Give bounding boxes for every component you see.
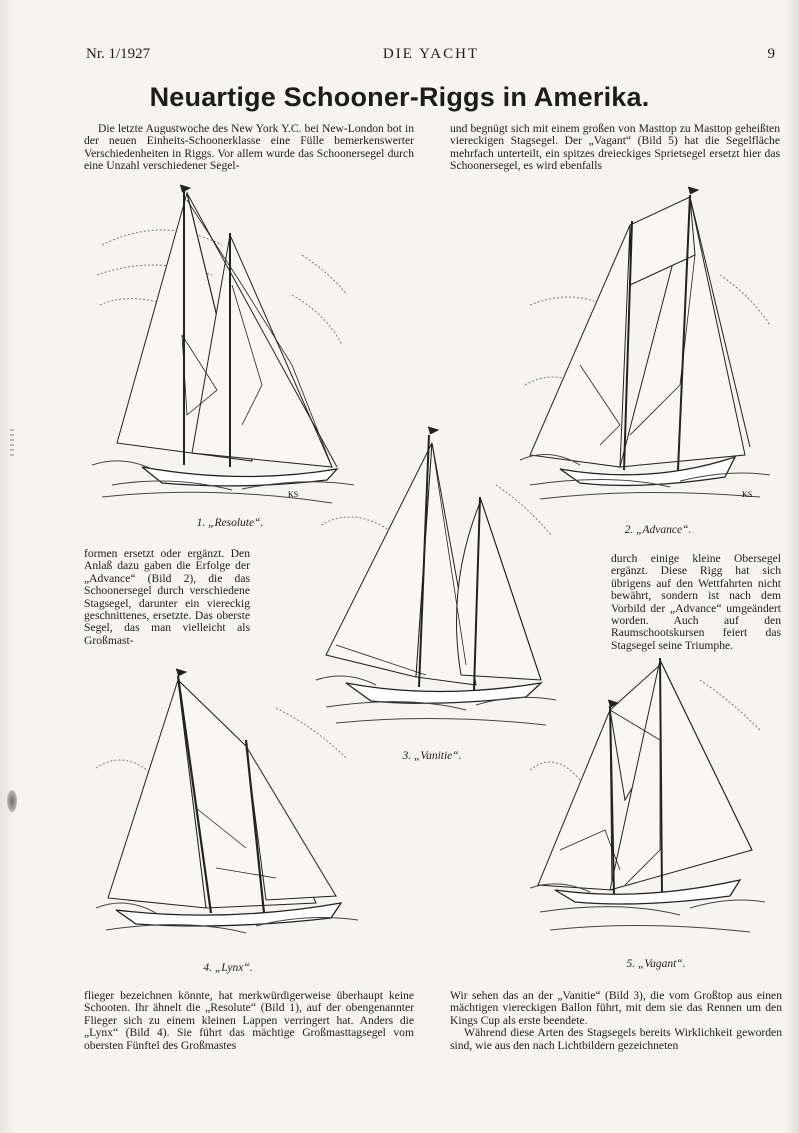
article-title: Neuartige Schooner-Riggs in Amerika. [149,82,650,112]
schooner-drawing [520,185,772,505]
paragraph: Während diese Arten des Stagsegels bereits Wirklichkeit geworden sind, wie aus den nach Lichtbildern gezeichneten [450,1026,782,1052]
schooner-drawing [530,650,765,940]
paragraph: flieger bezeichnen könnte, hat merkwürdigerweise überhaupt keine Schooten. Ihr ähnelt die „Resolute“ (Bild 1), auf der obengenannter Flieger sich zu einem kleinen Lappen verringert hat. Anders die „Lynx“ (Bild 4). Sie führt das mächtige Großmasttagsegel vom obersten Fünftel des Großmastes [84,989,414,1052]
magazine-name: DIE YACHT [382,46,480,62]
caption-fig3: 3. „Vanitie“. [402,750,462,762]
text-bottom-left [84,990,414,1052]
signature: KS [742,490,753,499]
figure-resolute [92,185,354,505]
schooner-drawing [96,668,358,943]
figure-lynx [96,668,358,943]
paragraph: durch einige kleine Obersegel ergänzt. Diese Rigg hat sich übrigens auf den Wettfahrten nicht bewährt, sondern ist nach dem Vorbild der „Advance“ umgeändert worden. Auch auf den Raumschootskursen feiert das Stagsegel seine Triumphe. [611,552,781,652]
text-bottom-right [450,990,782,1052]
page-stain [7,790,17,812]
running-header [86,46,776,66]
paragraph: formen ersetzt oder ergänzt. Den Anlaß dazu gaben die Erfolge der „Advance“ (Bild 2), die das Schoonersegel durch verschiedene Stagsegel, darunter ein viereckig geschnittenes, ersetzte. Das oberste Segel, das man vielleicht als Großmast- [84,547,250,647]
paragraph: Wir sehen das an der „Vanitie“ (Bild 3), die vom Großtop aus einen mächtigen viereckigen Ballon führt, mit dem sie das Rennen um den Kings Cup als erste beendete. [450,989,782,1027]
page-number: 9 [767,46,776,62]
text-mid-left [84,548,250,647]
text-top-right [450,123,780,173]
paragraph: Die letzte Augustwoche des New York Y.C. bei New-London bot in der neuen Einheits-Schoonerklasse eine Fülle bemerkenswerter Verschiedenheiten in Riggs. Vor allem wurde das Schoonersegel durch eine Unzahl verschiedener Segel- [84,122,414,173]
caption-fig1: 1. „Resolute“. [196,517,264,529]
caption-fig4: 4. „Lynx“. [203,962,253,974]
signature: KS [288,490,299,499]
text-top-left [84,123,414,173]
figure-advance [520,185,772,505]
caption-fig2: 2. „Advance“. [624,524,692,536]
text-mid-right [611,553,781,652]
page-mark [10,429,14,459]
paragraph: und begnügt sich mit einem großen von Masttop zu Masttop geheißten viereckigen Stagsegel. Der „Vagant“ (Bild 5) hat die Segelfläche mehrfach unterteilt, ein spitzes dreieckiges Sprietsegel ersetzt hier das Schoonersegel, es wird ebenfalls [450,122,780,173]
figure-vagant [530,650,765,940]
caption-fig5: 5. „Vagant“. [626,958,686,970]
issue-number: Nr. 1/1927 [86,46,151,62]
schooner-drawing [92,185,354,505]
